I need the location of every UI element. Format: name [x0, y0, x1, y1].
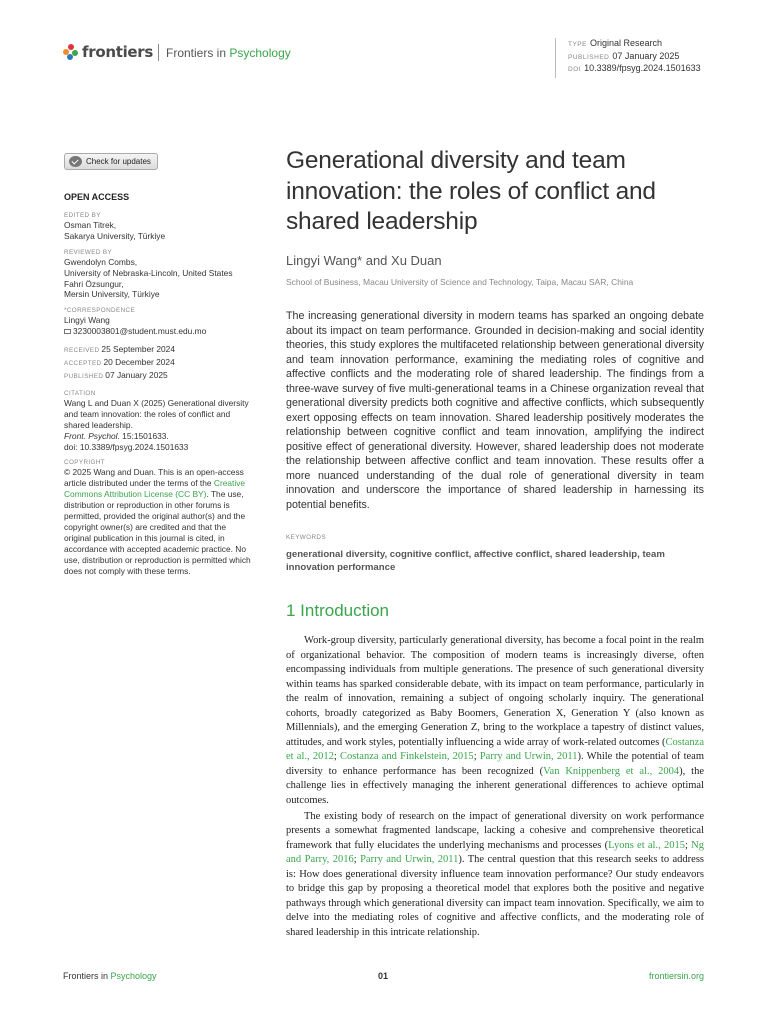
citation-link[interactable]: Costanza and Finkelstein, 2015 — [340, 751, 474, 763]
edited-by-section: EDITED BY Osman Titrek, Sakarya University, Türkiye — [64, 211, 166, 241]
article-authors: Lingyi Wang* and Xu Duan — [286, 253, 442, 268]
check-for-updates-button[interactable]: Check for updates — [64, 153, 158, 170]
keywords-label: KEYWORDS — [286, 534, 326, 541]
abstract: The increasing generational diversity in modern teams has sparked an ongoing debate about its impact on team performance. Grounded in decision-making and social identity theories, this study explores the multifaceted relationship between generational diversity and team innovation performance, examining the mediating roles of cognitive and affective conflicts and the moderating role of shared leadership. The findings from a three-wave survey of five multi-generational teams in a Chinese organization reveal that generational diversity predicts both cognitive and affective conflicts, which subsequently exert opposing effects on team innovation. Shared leadership positively moderates the relationship between cognitive conflict and team innovation, amplifying the indirect positive effect of generational diversity. However, shared leadership does not moderate the relationship between affective conflict and team innovation. These results offer a more nuanced understanding of the dual role of generational diversity in team innovation and underscore the importance of shared leadership in harnessing its potential benefits. — [286, 310, 704, 511]
article-published: PUBLISHED 07 January 2025 — [568, 50, 680, 61]
keywords: generational diversity, cognitive conflict, affective conflict, shared leadership, team innovation performance — [286, 549, 665, 573]
section-heading-introduction: 1 Introduction — [286, 601, 390, 620]
citation-link[interactable]: Parry and Urwin, 2011 — [360, 854, 459, 866]
copyright-section: COPYRIGHT © 2025 Wang and Duan. This is an open-access article distributed under the terms of the Creative Commons Attribution License (CC BY). The use, distribution or reproduction in other forums is permitted, provided the original author(s) and the copyright owner(s) are credited and that the original publication in this journal is cited, in accordance with accepted academic practice. No use, distribution or reproduction is permitted which does not comply with these terms. — [64, 459, 251, 576]
footer-site-link[interactable]: frontiersin.org — [648, 971, 704, 981]
dates-section: RECEIVED 25 September 2024 ACCEPTED 20 December 2024 PUBLISHED 07 January 2025 — [64, 344, 175, 380]
open-access-label: OPEN ACCESS — [64, 192, 130, 202]
header-divider — [158, 44, 159, 61]
citation-link[interactable]: Lyons et al., 2015 — [608, 839, 685, 851]
journal-name[interactable]: Frontiers in Psychology — [166, 46, 291, 60]
citation-link[interactable]: Ng and Parry, 2016 — [286, 839, 705, 866]
article-doi[interactable]: DOI 10.3389/fpsyg.2024.1501633 — [568, 63, 701, 73]
intro-paragraph-1: Work-group diversity, particularly generational diversity, has become a focal point in the realm of organizational behavior. The composition of modern teams is increasingly diverse, often encompassing individuals from multiple generations. The presence of such generational diversity within teams has sparked considerable debate, with its impact on team performance, particularly in the realm of innovation, remaining a subject of ongoing scholarly inquiry. The generational cohorts, broadly categorized as Baby Boomers, Generation X, Generation Y (also known as Millennials), and the emerging Generation Z, bring to the workplace a tapestry of distinct values, attitudes, and work styles, potentially influencing a wide array of work-related outcomes (Costanza et al., 2012; Costanza and Finkelstein, 2015; Parry and Urwin, 2011). While the potential of team diversity to enhance performance has been recognized (Van Knippenberg et al., 2004), the challenge lies in effectively managing the inherent generational differences to achieve optimal outcomes. — [286, 635, 704, 807]
introduction-body — [286, 634, 704, 941]
correspondence-section: *CORRESPONDENCE Lingyi Wang 3230003801@student.must.edu.mo — [64, 307, 254, 337]
citation-link[interactable]: Costanza et al., 2012 — [286, 736, 704, 763]
intro-paragraph-2: The existing body of research on the impact of generational diversity on work performance presents a somewhat fragmented landscape, lacking a cohesive and comprehensive theoretical framework that fully elucidates the underlying mechanisms and processes (Lyons et al., 2015; Ng and Parry, 2016; Parry and Urwin, 2011). The central question that this research seeks to address is: How does generational diversity influence team innovation performance? Our study endeavors to bridge this gap by proposing a theoretical model that explores both the positive and negative pathways through which generational diversity can impact team innovation. Specifically, we aim to delve into the mediating roles of cognitive and affective conflicts, and the moderating role of shared leadership in this intricate relationship. — [286, 810, 705, 938]
article-meta — [555, 38, 701, 78]
page-number: 01 — [378, 971, 389, 981]
citation-link[interactable]: Van Knippenberg et al., 2004 — [543, 765, 680, 777]
sidebar — [64, 192, 254, 583]
reviewed-by-section: REVIEWED BY Gwendolyn Combs, University of Nebraska-Lincoln, United States Fahri Özsungur, Mersin University, Türkiye — [64, 248, 233, 300]
frontiers-logo-icon — [63, 44, 78, 60]
article-title: Generational diversity and team innovation: the roles of conflict and shared leadership — [286, 147, 656, 235]
cc-license-link[interactable]: Creative Commons Attribution License (CC BY) — [64, 478, 246, 500]
footer-journal[interactable]: Frontiers in Psychology — [63, 971, 157, 981]
citation-link[interactable]: Parry and Urwin, 2011 — [479, 751, 578, 763]
logo-wordmark: frontiers — [82, 43, 154, 61]
mail-icon — [64, 329, 71, 334]
frontiers-logo[interactable] — [63, 43, 153, 61]
citation-section: CITATION Wang L and Duan X (2025) Generational diversity and team innovation: the roles of conflict and shared leadership. Front. Psychol. 15:1501633. doi: 10.3389/fpsyg.2024.1501633 — [64, 389, 249, 452]
check-updates-icon — [69, 156, 82, 167]
correspondence-email[interactable]: 3230003801@student.must.edu.mo — [64, 326, 254, 337]
article-type: TYPE Original Research — [568, 38, 663, 48]
article-affiliation: School of Business, Macau University of Science and Technology, Taipa, Macau SAR, China — [286, 277, 634, 287]
